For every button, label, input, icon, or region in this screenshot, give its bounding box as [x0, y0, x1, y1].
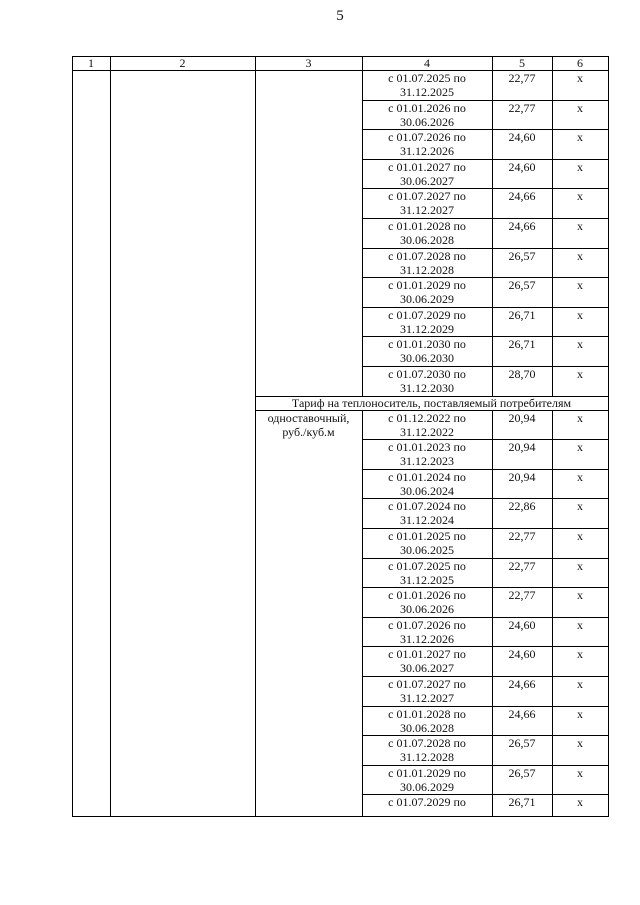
mark-cell: х	[577, 736, 583, 751]
mark-cell: х	[577, 100, 583, 115]
col-divider	[255, 56, 256, 816]
column-header-5: 5	[519, 56, 525, 70]
period-cell: с 01.07.2029 по	[388, 795, 466, 810]
period-cell: с 01.01.2029 по 30.06.2029	[388, 765, 466, 794]
period-cell: с 01.01.2024 по 30.06.2024	[388, 469, 466, 498]
table-border-right	[608, 56, 609, 816]
mark-cell: х	[577, 706, 583, 721]
value-cell: 24,60	[508, 159, 536, 174]
value-cell: 26,71	[508, 307, 536, 322]
period-cell: с 01.01.2027 по 30.06.2027	[388, 159, 466, 188]
mark-cell: х	[577, 337, 583, 352]
period-cell: с 01.07.2030 по 31.12.2030	[388, 367, 466, 395]
period-cell: с 01.07.2028 по 31.12.2028	[388, 248, 466, 277]
table-border-left	[72, 56, 73, 816]
period-cell: с 01.01.2027 по 30.06.2027	[388, 647, 466, 676]
value-cell: 24,66	[508, 677, 536, 691]
value-cell: 26,71	[508, 337, 536, 352]
column-header-1: 1	[88, 56, 94, 70]
mark-cell: х	[577, 677, 583, 691]
period-cell: с 01.07.2026 по 31.12.2026	[388, 617, 466, 646]
col-divider	[362, 56, 363, 396]
value-cell: 22,86	[508, 499, 536, 514]
mark-cell: х	[577, 558, 583, 573]
value-cell: 24,60	[508, 617, 536, 632]
mark-cell: х	[577, 765, 583, 780]
tariff-type: одноставочный, руб./куб.м	[267, 410, 350, 439]
mark-cell: х	[577, 159, 583, 174]
value-cell: 20,94	[508, 469, 536, 484]
column-header-6: 6	[577, 56, 583, 70]
period-cell: с 01.07.2025 по 31.12.2025	[388, 71, 466, 99]
mark-cell: х	[577, 795, 583, 810]
value-cell: 20,94	[508, 410, 536, 425]
tariff-table	[72, 56, 608, 816]
period-cell: с 01.07.2029 по 31.12.2029	[388, 307, 466, 336]
value-cell: 24,66	[508, 189, 536, 204]
col-divider	[362, 410, 363, 816]
mark-cell: х	[577, 617, 583, 632]
period-cell: с 01.12.2022 по 31.12.2022	[388, 410, 466, 439]
value-cell: 20,94	[508, 440, 536, 455]
period-cell: с 01.01.2025 по 30.06.2025	[388, 529, 466, 557]
period-cell: с 01.07.2028 по 31.12.2028	[388, 736, 466, 765]
value-cell: 22,77	[508, 100, 536, 115]
table-border-bottom	[72, 816, 609, 817]
value-cell: 24,66	[508, 706, 536, 721]
column-header-3: 3	[305, 56, 312, 70]
mark-cell: х	[577, 529, 583, 543]
period-cell: с 01.07.2027 по 31.12.2027	[388, 677, 466, 705]
mark-cell: х	[577, 410, 583, 425]
col-divider	[110, 56, 111, 816]
section-title: Тариф на теплоноситель, поставляемый потребителям	[291, 395, 572, 410]
value-cell: 22,77	[508, 71, 536, 85]
column-header-2: 2	[179, 56, 186, 70]
value-cell: 24,66	[508, 219, 536, 233]
value-cell: 26,57	[508, 765, 536, 780]
mark-cell: х	[577, 469, 583, 484]
period-cell: с 01.01.2026 по 30.06.2026	[388, 100, 466, 129]
mark-cell: х	[577, 499, 583, 514]
period-cell: с 01.07.2025 по 31.12.2025	[388, 558, 466, 587]
mark-cell: х	[577, 278, 583, 293]
mark-cell: х	[577, 307, 583, 322]
period-cell: с 01.07.2024 по 31.12.2024	[388, 499, 466, 528]
mark-cell: х	[577, 440, 583, 455]
period-cell: с 01.01.2026 по 30.06.2026	[388, 588, 466, 617]
value-cell: 22,77	[508, 588, 536, 603]
value-cell: 26,57	[508, 278, 536, 293]
value-cell: 24,60	[508, 647, 536, 662]
mark-cell: х	[577, 130, 583, 145]
mark-cell: х	[577, 367, 583, 381]
value-cell: 28,70	[508, 367, 536, 381]
value-cell: 26,57	[508, 736, 536, 751]
mark-cell: х	[577, 588, 583, 603]
mark-cell: х	[577, 219, 583, 233]
value-cell: 24,60	[508, 130, 536, 145]
value-cell: 26,71	[508, 795, 536, 810]
page-number: 5	[336, 8, 344, 24]
mark-cell: х	[577, 189, 583, 204]
mark-cell: х	[577, 248, 583, 263]
period-cell: с 01.01.2023 по 31.12.2023	[388, 440, 466, 469]
value-cell: 26,57	[508, 248, 536, 263]
period-cell: с 01.07.2027 по 31.12.2027	[388, 189, 466, 218]
period-cell: с 01.01.2028 по 30.06.2028	[388, 706, 466, 735]
period-cell: с 01.01.2029 по 30.06.2029	[388, 278, 466, 307]
period-cell: с 01.01.2030 по 30.06.2030	[388, 337, 466, 366]
mark-cell: х	[577, 71, 583, 85]
value-cell: 22,77	[508, 529, 536, 543]
period-cell: с 01.07.2026 по 31.12.2026	[388, 130, 466, 159]
mark-cell: х	[577, 647, 583, 662]
value-cell: 22,77	[508, 558, 536, 573]
column-header-4: 4	[424, 56, 430, 70]
period-cell: с 01.01.2028 по 30.06.2028	[388, 219, 466, 247]
